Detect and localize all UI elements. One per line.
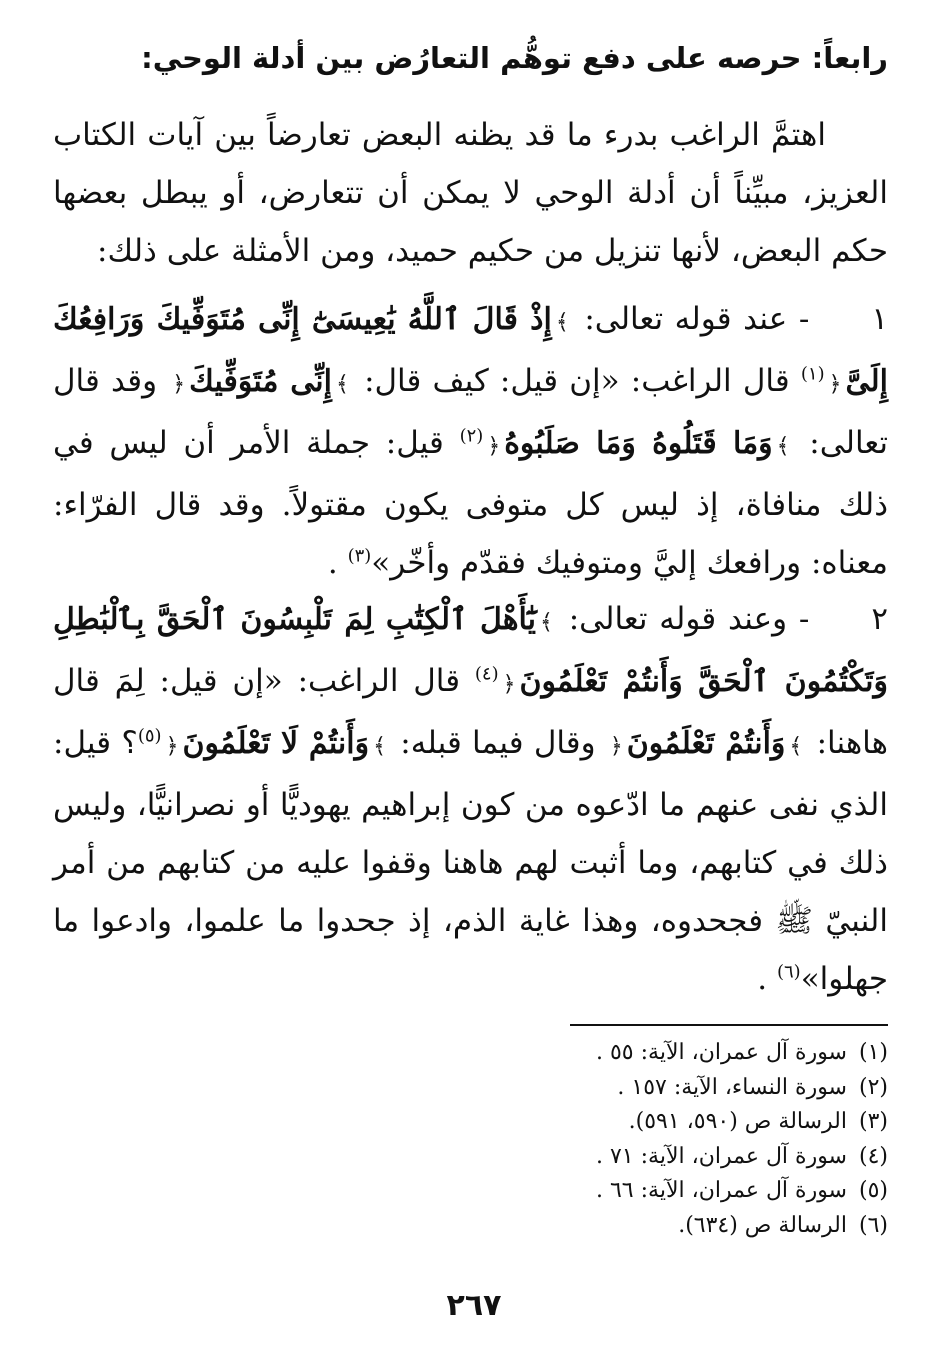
footnote-ref-4: (٤) [474,663,499,685]
connector-text: وقال فيما قبله: [400,725,596,761]
ornate-bracket-close-icon: ﴿ [609,734,623,759]
quran-verse [162,726,390,761]
footnote-text: سورة آل عمران، الآية: ٦٦ . [595,1178,847,1203]
ornate-bracket-close-icon: ﴿ [165,734,179,759]
footnote-item [388,1071,888,1106]
verse-text: إِذْ قَالَ ٱللَّهُ يَٰعِيسَىٰٓ إِنِّى مُتَوَفِّيكَ وَرَافِعُكَ إِلَىَّ [53,302,888,399]
ornate-bracket-open-icon: ﴾ [540,610,553,635]
footnote-divider [570,1024,888,1026]
page-number: ٢٦٧ [446,1288,502,1323]
footnote-number: (٣) [858,1109,888,1134]
ornate-bracket-open-icon: ﴾ [776,434,790,459]
footnote-number: (٤) [858,1143,888,1169]
ornate-bracket-close-icon: ﴿ [502,672,516,697]
ornate-bracket-close-icon: ﴿ [172,372,186,397]
footnote-number: (٥) [858,1178,888,1203]
ornate-bracket-open-icon: ﴾ [373,734,386,759]
paragraph-indent [809,601,871,637]
example-two-paragraph [53,590,888,1008]
footnote-ref-2: (٢) [459,425,484,447]
ornate-bracket-open-icon: ﴾ [335,372,349,397]
footnote-ref-6: (٦) [776,961,801,983]
footnote-text: سورة آل عمران، الآية: ٧١ . [595,1143,847,1169]
connector-text: وقد قال تعالى: [53,363,889,461]
quran-verse [168,364,353,399]
raghib-quote-start: قال الراغب: «إن قيل: كيف قال: [364,363,790,399]
footnote-ref-5: (٥) [137,725,162,747]
verse-text: وَمَا قَتَلُوهُ وَمَا صَلَبُوهُ [504,426,773,461]
sentence-end: . [757,961,768,997]
verse-text: يَٰٓأَهْلَ ٱلْكِتَٰبِ لِمَ تَلْبِسُونَ ٱلْحَقَّ بِٱلْبَٰطِلِ وَتَكْتُمُونَ ٱلْحَقَّ وَأَنتُمْ تَعْلَمُونَ [53,602,888,699]
footnote-item [388,1174,888,1209]
footnote-item [388,1036,888,1071]
footnote-text: الرسالة ص (٥٩٠، ٥٩١). [628,1109,847,1134]
example-one-intro: ١- عند قوله تعالى: [584,301,888,337]
footnote-text: الرسالة ص (٦٣٤). [678,1212,847,1238]
raghib-quote-start: قال الراغب: «إن قيل: لِمَ قال هاهنا: [53,663,888,761]
footnote-item [388,1140,888,1175]
intro-paragraph [53,106,888,280]
intro-text: اهتمَّ الراغب بدرء ما قد يظنه البعض تعارضاً بين آيات الكتاب العزيز، مبيِّناً أن أدلة الوحي لا يمكن أن تتعارض، أو يبطل بعضها حكم البعض، لأنها تنزيل من حكيم حميد، ومن الأمثلة على ذلك: [53,117,888,269]
footnote-text: سورة آل عمران، الآية: ٥٥ . [595,1040,847,1065]
example-one-paragraph [53,290,888,592]
footnote-number: (٢) [858,1074,888,1100]
paragraph-indent [826,117,888,153]
ornate-bracket-close-icon: ﴿ [487,434,501,459]
footnote-item [388,1105,888,1140]
ornate-bracket-open-icon: ﴾ [789,734,803,759]
example-two-intro: ٢- وعند قوله تعالى: [568,601,888,637]
ornate-bracket-open-icon: ﴾ [555,310,569,335]
explanation-text: قيل: الذي نفى عنهم ما ادّعوه من كون إبراهيم يهوديًّا أو نصرانيًّا، وليس ذلك في كتابهم، وما أثبت لهم هاهنا وقفوا عليه من كتابهم من أمر النبيّ ﷺ فجحدوه، وهذا غاية الذم، إذ جحدوا ما علموا، وادعوا ما جهلوا» [53,725,888,997]
footnote-item [388,1209,888,1244]
footnote-ref-3: (٣) [347,545,372,567]
question-mark: ؟ [121,725,138,761]
verse-text: إِنِّى مُتَوَفِّيكَ [189,364,332,399]
footnote-text: سورة النساء، الآية: ١٥٧ . [617,1074,847,1100]
explanation-text: قيل: جملة الأمر أن ليس في ذلك منافاة، إذ ليس كل متوفى يكون مقتولاً. وقد قال الفرّاء: معناه: ورافعك إليَّ ومتوفيك فقدّم وأخّر» [53,425,888,581]
section-heading: رابعاً: حرصه على دفع توهُّم التعارُض بين أدلة الوحي: [141,41,888,75]
footnote-number: (٦) [858,1212,888,1238]
quran-verse [606,726,806,761]
quran-verse [483,426,793,461]
verse-text: وَأَنتُمْ لَا تَعْلَمُونَ [182,726,370,761]
paragraph-indent [809,301,871,337]
sentence-end: . [327,545,338,581]
footnote-number: (١) [858,1040,888,1065]
footnotes-list [388,1036,888,1243]
verse-text: وَأَنتُمْ تَعْلَمُونَ [626,726,786,761]
ornate-bracket-close-icon: ﴿ [828,372,842,397]
footnote-ref-1: (١) [800,363,825,385]
